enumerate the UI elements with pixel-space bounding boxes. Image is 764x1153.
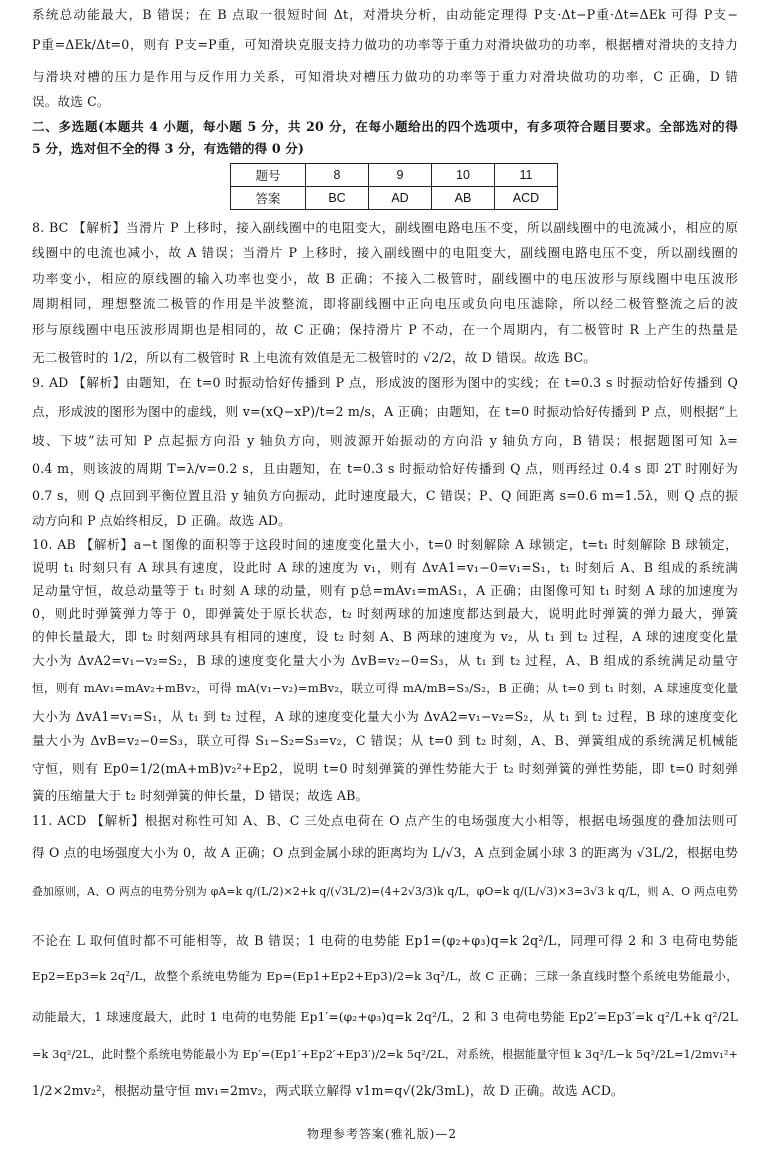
table-cell: AD xyxy=(369,187,432,210)
text-line: 9. AD 【解析】由题知，在 t=0 时振动恰好传播到 P 点，形成波的图形为图中的实线；在 t=0.3 s 时振动恰好传播到 Q xyxy=(32,375,738,390)
text-line: 功率变小，相应的原线圈的输入功率也变小，故 B 正确；不接入二极管时，副线圈中的电压波形与原线圈中电压波形 xyxy=(32,271,738,286)
answer-table xyxy=(230,163,558,210)
text-line: 量大小为 ΔvB=v₂−0=S₃，联立可得 S₁−S₂=S₃=v₂，C 错误；从 t=0 到 t₂ 时刻，A、B、弹簧组成的系统满足机械能 xyxy=(32,733,738,748)
text-line: 守恒，则有 Ep0=1/2(mA+mB)v₂²+Ep2，说明 t=0 时刻弹簧的弹性势能大于 t₂ 时刻弹簧的弹性势能，即 t=0 时刻弹 xyxy=(32,761,738,776)
text-line: 10. AB 【解析】a−t 图像的面积等于这段时间的速度变化量大小，t=0 时刻解除 A 球锁定，t=t₁ 时刻解除 B 球锁定， xyxy=(32,537,738,552)
text-line: 动方向和 P 点始终相反，D 正确。故选 AD。 xyxy=(32,513,291,528)
table-row xyxy=(231,187,558,210)
table-row xyxy=(231,164,558,187)
text-line: =k 3q²/2L，此时整个系统电势能最小为 Ep′=(Ep1′+Ep2′+Ep3′)/2=k 5q²/2L，对系统，根据能量守恒 k 3q²/L−k 5q²/2L=1/2mv₁²+ xyxy=(32,1048,738,1061)
section-heading: 二、多选题(本题共 4 小题，每小题 5 分，共 20 分，在每小题给出的四个选项中，有多项符合题目要求。全部选对的得 xyxy=(32,119,738,134)
text-line: 大小为 ΔvA1=v₁=S₁，从 t₁ 到 t₂ 过程，A 球的速度变化量大小为 ΔvA2=v₁−v₂=S₂，从 t₁ 到 t₂ 过程，B 球的速度变化 xyxy=(32,709,738,724)
table-cell: 9 xyxy=(369,164,432,187)
text-line: 大小为 ΔvA2=v₁−v₂=S₂，B 球的速度变化量大小为 ΔvB=v₂−0=S₃，从 t₁ 到 t₂ 过程，A、B 组成的系统满足动量守 xyxy=(32,653,738,668)
text-line: Ep2=Ep3=k 2q²/L，故整个系统电势能为 Ep=(Ep1+Ep2+Ep3)/2=k 3q²/L，故 C 正确；三球一条直线时整个系统电势能最小， xyxy=(32,969,738,983)
page-footer: 物理参考答案(雅礼版)—2 xyxy=(307,1127,457,1141)
table-cell: AB xyxy=(432,187,495,210)
text-line: 误。故选 C。 xyxy=(32,94,110,109)
text-line: 形与原线圈中电压波形周期也是相同的，故 C 正确；保持滑片 P 不动，在一个周期内，有二极管时 R 上产生的热量是 xyxy=(32,322,738,337)
text-line: 足动量守恒，故总动量等于 t₁ 时刻 A 球的动量，则有 p总=mAv₁=mAS₁，A 正确；由图像可知 t₁ 时刻 A 球的加速度为 xyxy=(32,583,738,598)
text-line: 0.7 s，则 Q 点回到平衡位置且沿 y 轴负方向振动，此时速度最大，C 错误；P、Q 间距离 s=0.6 m=1.5λ，则 Q 点的振 xyxy=(32,488,738,503)
text-line: 与滑块对槽的压力是作用与反作用力关系，可知滑块对槽压力做功的功率等于重力对滑块做功的功率，C 正确，D 错 xyxy=(32,69,738,84)
text-line: 1/2×2mv₂²，根据动量守恒 mv₁=2mv₂，两式联立解得 v1m=q√(2k/3mL)，故 D 正确。故选 ACD。 xyxy=(32,1083,624,1098)
text-line: 坡、下坡”法可知 P 点起振方向沿 y 轴负方向，则波源开始振动的方向沿 y 轴负方向，B 错误；根据题图可知 λ= xyxy=(32,433,738,448)
text-line: 动能最大，1 球速度最大，此时 1 电荷的电势能 Ep1′=(φ₂+φ₃)q=k 2q²/L，2 和 3 电荷电势能 Ep2′=Ep3′=k q²/L+k q²/2L xyxy=(32,1010,738,1024)
section-heading: 5 分，选对但不全的得 3 分，有选错的得 0 分) xyxy=(32,141,305,156)
text-line: 簧的压缩量大于 t₂ 时刻弹簧的伸长量，D 错误；故选 AB。 xyxy=(32,788,369,803)
text-line: 线圈中的电流也减小，故 A 错误；当滑片 P 上移时，接入副线圈中的电阻变大，副线圈电路电压不变，所以副线圈的 xyxy=(32,245,738,260)
table-header-cell: 答案 xyxy=(231,187,306,210)
text-line: 8. BC 【解析】当滑片 P 上移时，接入副线圈中的电阻变大，副线圈电路电压不变，所以副线圈中的电流减小，相应的原 xyxy=(32,220,738,235)
table-header-cell: 题号 xyxy=(231,164,306,187)
text-line: 点，形成波的图形为图中的虚线，则 v=(xQ−xP)/t=2 m/s，A 正确；由题知，在 t=0 时振动恰好传播到 P 点，则根据“上 xyxy=(32,404,738,419)
text-line: 11. ACD 【解析】根据对称性可知 A、B、C 三处点电荷在 O 点产生的电场强度大小相等，根据电场强度的叠加法则可 xyxy=(32,813,738,828)
text-line: 恒，则有 mAv₁=mAv₂+mBv₂，可得 mA(v₁−v₂)=mBv₂，联立可得 mA/mB=S₃/S₂，B 正确；从 t=0 到 t₁ 时刻，A 球速度变化量 xyxy=(32,681,738,695)
text-line: 0，则此时弹簧弹力等于 0，即弹簧处于原长状态，t₂ 时刻两球的加速度都达到最大，说明此时弹簧的弹力最大，弹簧 xyxy=(32,606,738,621)
text-line: 0.4 m，则该波的周期 T=λ/v=0.2 s，且由题知，在 t=0.3 s 时振动恰好传播到 Q 点，则再经过 0.4 s 即 2T 时刚好为 xyxy=(32,461,738,476)
text-line: P重=ΔEk/Δt=0，则有 P支=P重，可知滑块克服支持力做功的功率等于重力对滑块做功的功率，根据槽对滑块的支持力 xyxy=(32,37,738,52)
table-cell: 11 xyxy=(495,164,558,187)
text-line: 无二极管时的 1/2，所以有二极管时 R 上电流有效值是无二极管时的 √2/2，故 D 错误。故选 BC。 xyxy=(32,350,597,365)
table-cell: BC xyxy=(306,187,369,210)
text-line: 周期相同，理想整流二极管的作用是半波整流，即将副线圈中正向电压或负向电压滤除，所以经二极管整流之后的波 xyxy=(32,296,738,311)
text-line: 不论在 L 取何值时都不可能相等，故 B 错误；1 电荷的电势能 Ep1=(φ₂+φ₃)q=k 2q²/L，同理可得 2 和 3 电荷电势能 xyxy=(32,933,738,948)
table-cell: 8 xyxy=(306,164,369,187)
text-line: 的伸长量最大，即 t₂ 时刻两球具有相同的速度，设 t₂ 时刻 A、B 两球的速度为 v₂，从 t₁ 到 t₂ 过程，A 球的速度变化量 xyxy=(32,629,738,644)
text-line: 说明 t₁ 时刻只有 A 球具有速度，设此时 A 球的速度为 v₁，则有 ΔvA1=v₁−0=v₁=S₁，t₁ 时刻后 A、B 组成的系统满 xyxy=(32,560,738,575)
text-line: 叠加原则，A、O 两点的电势分别为 φA=k q/(L/2)×2+k q/(√3L/2)=(4+2√3/3)k q/L，φO=k q/(L/√3)×3=3√3 k q/L，则 A、O 两点电势 xyxy=(32,885,738,898)
table-cell: 10 xyxy=(432,164,495,187)
text-line: 得 O 点的电场强度大小为 0，故 A 正确；O 点到金属小球的距离均为 L/√3，A 点到金属小球 3 的距离为 √3L/2，根据电势 xyxy=(32,845,738,860)
table-cell: ACD xyxy=(495,187,558,210)
text-line: 系统总动能最大，B 错误；在 B 点取一很短时间 Δt，对滑块分析，由动能定理得 P支·Δt−P重·Δt=ΔEk 可得 P支− xyxy=(32,7,738,22)
